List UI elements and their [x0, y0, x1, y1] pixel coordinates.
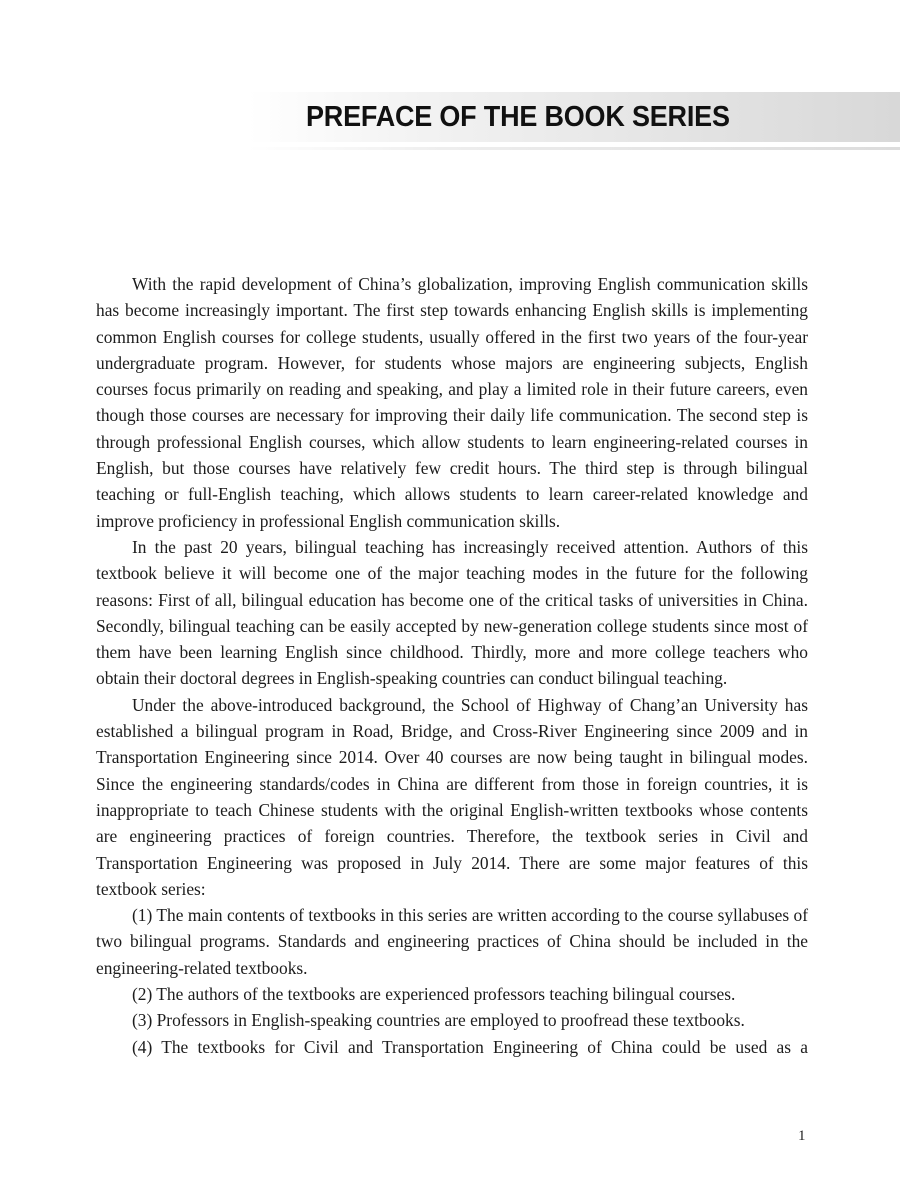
page-title: PREFACE OF THE BOOK SERIES — [306, 101, 730, 133]
feature-item-3: (3) Professors in English-speaking countries are employed to proofread these textbooks. — [132, 1010, 745, 1031]
page-number: 1 — [798, 1128, 806, 1144]
feature-item-2: (2) The authors of the textbooks are experienced professors teaching bilingual courses. — [132, 984, 736, 1005]
paragraph-bilingual-teaching: In the past 20 years, bilingual teaching has increasingly received attention. Authors of this textbook believe it will become one of the major teaching modes in the future for the following reasons: First of all, bilingual education has become one of the critical tasks of universities in China. Secondly, bilingual teaching can be easily accepted by new-generation college students since most of them have been learning English since childhood. Thirdly, more and more college teachers who obtain their doctoral degrees in English-speaking countries can conduct bilingual teaching. — [96, 536, 808, 689]
paragraph-intro: With the rapid development of China’s globalization, improving English communication skills has become increasingly important. The first step towards enhancing English skills is implementing common English courses for college students, usually offered in the first two years of the four-year undergraduate program. However, for students whose majors are engineering subjects, English courses focus primarily on reading and speaking, and play a limited role in their future careers, even though those courses are necessary for improving their daily life communication. The second step is through professional English courses, which allow students to learn engineering-related courses in English, but those courses have relatively few credit hours. The third step is through bilingual teaching or full-English teaching, which allows students to learn career-related knowledge and improve proficiency in professional English communication skills. — [96, 274, 808, 531]
feature-item-1: (1) The main contents of textbooks in this series are written according to the course syllabuses of two bilingual programs. Standards and engineering practices of China should be included in the engineering-related textbooks. — [96, 905, 808, 978]
header-divider — [248, 147, 900, 150]
body-text — [96, 271, 808, 1060]
feature-item-4: (4) The textbooks for Civil and Transportation Engineering of China could be used as a — [132, 1036, 808, 1057]
paragraph-background: Under the above-introduced background, the School of Highway of Chang’an University has established a bilingual program in Road, Bridge, and Cross-River Engineering since 2009 and in Transportation Engineering since 2014. Over 40 courses are now being taught in bilingual modes. Since the engineering standards/codes in China are different from those in foreign countries, it is inappropriate to teach Chinese students with the original English-written textbooks whose contents are engineering practices of foreign countries. Therefore, the textbook series in Civil and Transportation Engineering was proposed in July 2014. There are some major features of this textbook series: — [96, 694, 808, 899]
